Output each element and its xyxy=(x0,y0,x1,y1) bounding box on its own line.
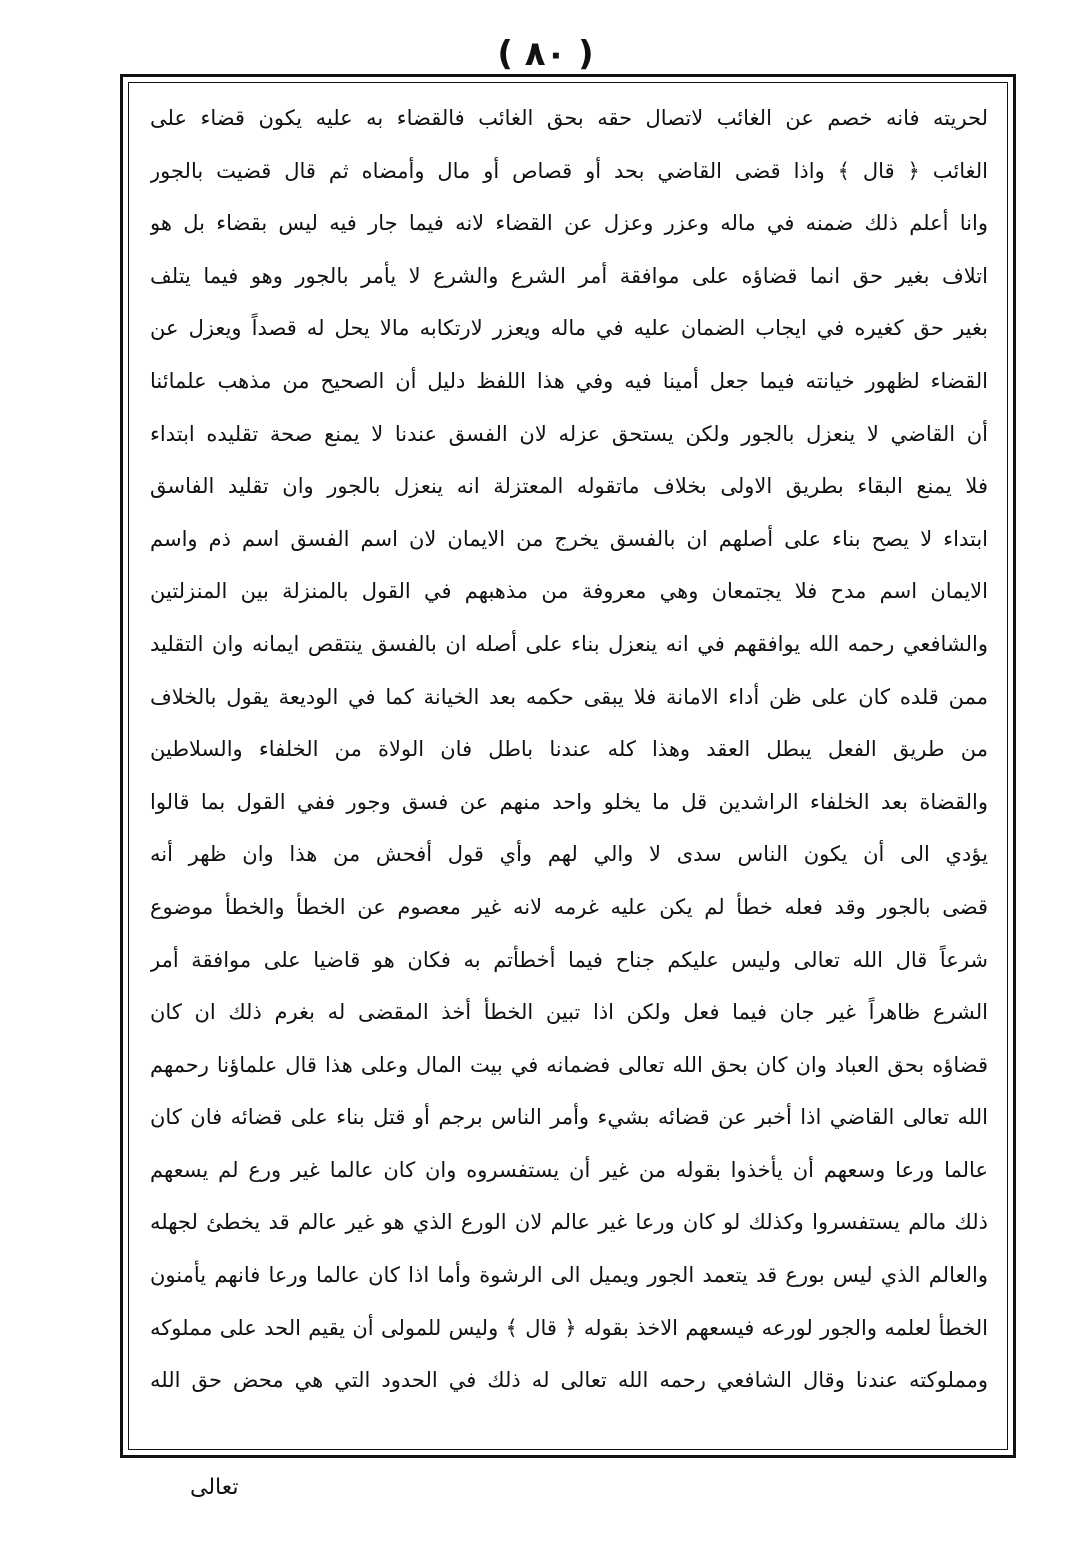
text-line: الله تعالى القاضي اذا أخبر عن قضائه بشيء وأمر الناس برجم أو قتل بناء على قضائه فان كان xyxy=(150,1105,988,1130)
text-line: القضاء لظهور خيانته فيما جعل أمينا فيه وفي هذا اللفظ دليل أن الصحيح من مذهب علمائنا xyxy=(150,368,988,393)
text-line: الغائب ﴿ قال ﴾ واذا قضى القاضي بحد أو قصاص أو مال وأمضاه ثم قال قضيت بالجور xyxy=(150,158,988,183)
text-line: الخطأ لعلمه والجور لورعه فيسعهم الاخذ بقوله ﴿ قال ﴾ وليس للمولى أن يقيم الحد على مملوكه xyxy=(150,1315,988,1340)
text-line: لحريته فانه خصم عن الغائب لاتصال حقه بحق الغائب فالقضاء به عليه يكون قضاء على xyxy=(150,106,988,130)
text-line: أن القاضي لا ينعزل بالجور ولكن يستحق عزله لان الفسق عندنا لا يمنع صحة تقليده ابتداء xyxy=(150,421,988,446)
text-line: ذلك مالم يستفسروا وكذلك لو كان ورعا غير عالم لان الورع الذي هو غير عالم قد يخطئ لجهله xyxy=(150,1210,988,1235)
text-line: والعالم الذي ليس بورع قد يتعمد الجور ويميل الى الرشوة وأما اذا كان عالما ورعا فانهم يأمنون xyxy=(150,1263,988,1288)
text-line: اتلاف بغير حق انما قضاؤه على موافقة أمر الشرع والشرع لا يأمر بالجور وهو فيما يتلف xyxy=(150,263,988,288)
page-number: ( ٨٠ ) xyxy=(497,34,594,74)
text-line: ومملوكته عندنا وقال الشافعي رحمه الله تعالى له ذلك في الحدود التي هي محض حق الله xyxy=(150,1368,988,1393)
text-line: والشافعي رحمه الله يوافقهم في انه ينعزل بناء على أصله ان بالفسق ينتقص ايمانه وان التقليد xyxy=(150,631,988,656)
text-line: الشرع ظاهراً غير جان فيما فعل ولكن اذا تبين الخطأ أخذ المقضى له بغرم ذلك ان كان xyxy=(150,1000,988,1025)
text-line: الايمان اسم مدح فلا يجتمعان وهي معروفة من مذهبهم في القول بالمنزلة بين المنزلتين xyxy=(150,579,988,604)
text-line: يؤدي الى أن يكون الناس سدى لا والي لهم وأي قول أفحش من هذا وان ظهر أنه xyxy=(150,842,988,867)
body-text xyxy=(150,92,988,1407)
text-line: قضى بالجور وقد فعله خطأ لم يكن عليه غرمه لانه غير معصوم عن الخطأ والخطأ موضوع xyxy=(150,894,988,919)
text-line: ممن قلده كان على ظن أداء الامانة فلا يبقى حكمه بعد الخيانة كما في الوديعة يقول بالخلاف xyxy=(150,684,988,709)
text-line: والقضاة بعد الخلفاء الراشدين قل ما يخلو واحد منهم عن فسق وجور ففي القول بما قالوا xyxy=(150,789,988,814)
text-line: عالما ورعا وسعهم أن يأخذوا بقوله من غير أن يستفسروه وان كان عالما غير ورع لم يسعهم xyxy=(150,1157,988,1182)
text-line: وانا أعلم ذلك ضمنه في ماله وعزر وعزل عن القضاء لانه فيما جار فيه ليس بقضاء بل هو xyxy=(150,211,988,236)
text-line: شرعاً قال الله تعالى وليس عليكم جناح فيما أخطأتم به فكان هو قاضيا على موافقة أمر xyxy=(150,947,988,972)
catchword: تعالى xyxy=(190,1475,239,1500)
text-line: فلا يمنع البقاء بطريق الاولى بخلاف ماتقوله المعتزلة انه ينعزل بالجور وان تقليد الفاسق xyxy=(150,474,988,499)
text-line: بغير حق كغيره في ايجاب الضمان عليه في ماله ويعزر لارتكابه مالا يحل له قصداً ويعزل عن xyxy=(150,316,988,341)
text-line: من طريق الفعل يبطل العقد وهذا كله عندنا باطل فان الولاة من الخلفاء والسلاطين xyxy=(150,737,988,762)
text-line: قضاؤه بحق العباد وان كان بحق الله تعالى فضمانه في بيت المال وعلى هذا قال علماؤنا رحمهم xyxy=(150,1052,988,1077)
text-line: ابتداء لا يصح بناء على أصلهم ان بالفسق يخرج من الايمان لان اسم الفسق اسم ذم واسم xyxy=(150,526,988,551)
